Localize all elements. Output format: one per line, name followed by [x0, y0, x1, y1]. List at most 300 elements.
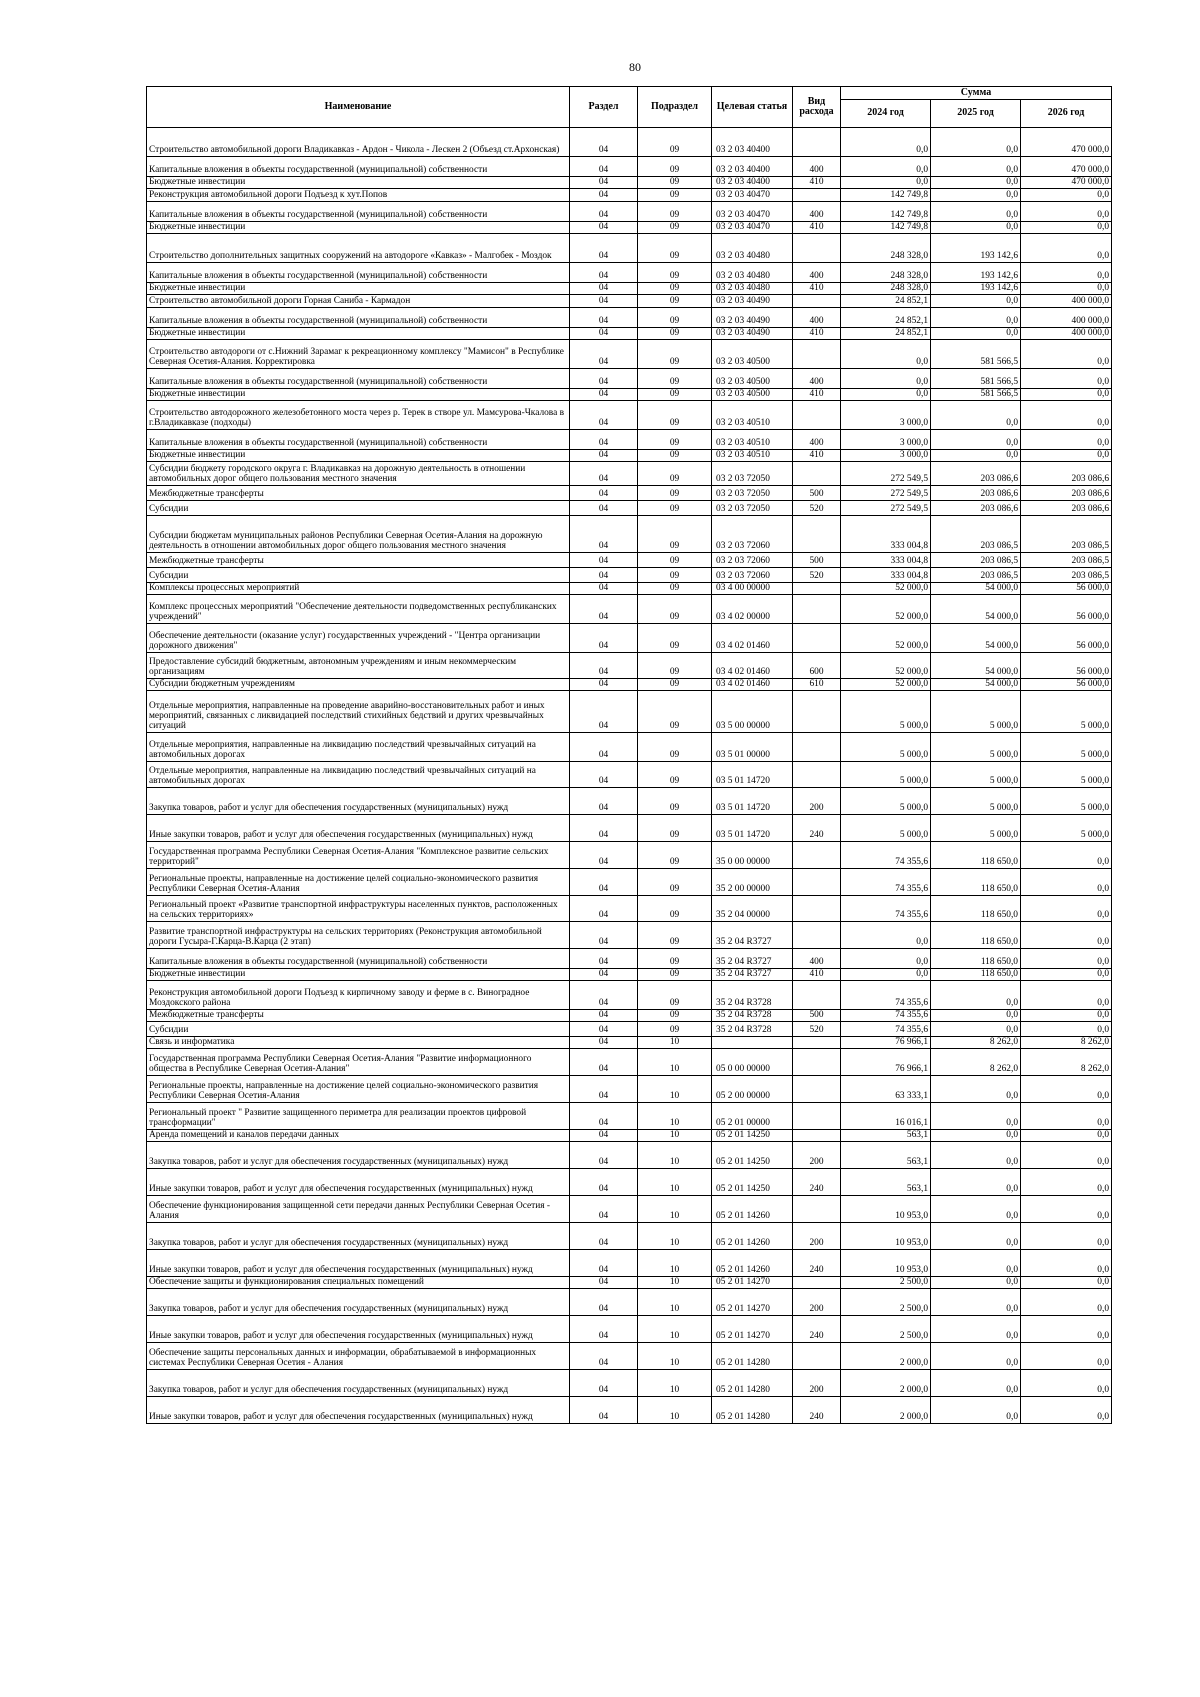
cell-expense-type: 400: [793, 157, 841, 177]
cell-subsection: 10: [638, 1196, 712, 1223]
cell-amount-2026: 5 000,0: [1021, 691, 1112, 733]
cell-name: Межбюджетные трансферты: [147, 553, 570, 568]
cell-target-code: 03 2 03 40480: [712, 234, 793, 263]
table-row: [147, 486, 1112, 501]
cell-subsection: 09: [638, 128, 712, 157]
cell-section: 04: [570, 340, 638, 369]
cell-amount-2025: 0,0: [931, 1142, 1021, 1169]
cell-section: 04: [570, 450, 638, 462]
cell-section: 04: [570, 234, 638, 263]
page-number: 80: [629, 60, 641, 74]
cell-amount-2024: 5 000,0: [841, 733, 931, 762]
cell-amount-2026: 203 086,6: [1021, 486, 1112, 501]
cell-target-code: 05 2 01 14280: [712, 1397, 793, 1424]
cell-expense-type: 410: [793, 328, 841, 340]
cell-section: 04: [570, 1142, 638, 1169]
table-row: [147, 389, 1112, 401]
cell-expense-type: [793, 1049, 841, 1076]
cell-section: 04: [570, 1370, 638, 1397]
cell-amount-2025: 5 000,0: [931, 815, 1021, 842]
cell-name: Обеспечение защиты персональных данных и информации, обрабатываемой в информационных системах Республики Северная Осетия - Алания: [147, 1343, 570, 1370]
table-row: [147, 842, 1112, 869]
table-row: [147, 450, 1112, 462]
cell-amount-2024: 52 000,0: [841, 595, 931, 624]
cell-amount-2025: 0,0: [931, 1223, 1021, 1250]
table-row: [147, 553, 1112, 568]
cell-amount-2024: 248 328,0: [841, 234, 931, 263]
cell-amount-2025: 54 000,0: [931, 595, 1021, 624]
cell-amount-2026: 0,0: [1021, 450, 1112, 462]
cell-name: Субсидии: [147, 568, 570, 583]
cell-amount-2026: 0,0: [1021, 842, 1112, 869]
cell-expense-type: [793, 516, 841, 553]
cell-amount-2024: 5 000,0: [841, 762, 931, 788]
cell-amount-2024: 0,0: [841, 922, 931, 949]
cell-section: 04: [570, 981, 638, 1010]
cell-section: 04: [570, 1250, 638, 1277]
cell-expense-type: [793, 583, 841, 595]
cell-amount-2024: 0,0: [841, 969, 931, 981]
cell-subsection: 10: [638, 1316, 712, 1343]
table-row: [147, 1037, 1112, 1049]
cell-subsection: 09: [638, 450, 712, 462]
cell-expense-type: [793, 128, 841, 157]
cell-name: Иные закупки товаров, работ и услуг для обеспечения государственных (муниципальных) нужд: [147, 1316, 570, 1343]
cell-name: Капитальные вложения в объекты государственной (муниципальной) собственности: [147, 369, 570, 389]
cell-amount-2025: 0,0: [931, 1130, 1021, 1142]
cell-name: Отдельные мероприятия, направленные на ликвидацию последствий чрезвычайных ситуаций на автомобильных дорогах: [147, 733, 570, 762]
cell-target-code: 03 4 02 01460: [712, 653, 793, 679]
cell-section: 04: [570, 896, 638, 922]
cell-section: 04: [570, 157, 638, 177]
table-row: [147, 1010, 1112, 1022]
cell-amount-2026: 0,0: [1021, 869, 1112, 896]
cell-section: 04: [570, 1343, 638, 1370]
cell-expense-type: [793, 295, 841, 308]
cell-expense-type: 200: [793, 1370, 841, 1397]
cell-amount-2026: 0,0: [1021, 389, 1112, 401]
cell-section: 04: [570, 815, 638, 842]
cell-target-code: 03 2 03 40480: [712, 263, 793, 283]
cell-amount-2024: 5 000,0: [841, 815, 931, 842]
cell-amount-2026: 5 000,0: [1021, 788, 1112, 815]
cell-amount-2026: 0,0: [1021, 1142, 1112, 1169]
cell-subsection: 09: [638, 389, 712, 401]
cell-target-code: 35 2 04 R3727: [712, 949, 793, 969]
cell-amount-2025: 0,0: [931, 1103, 1021, 1130]
cell-amount-2025: 0,0: [931, 1022, 1021, 1037]
table-row: [147, 128, 1112, 157]
cell-subsection: 09: [638, 462, 712, 486]
cell-amount-2024: 74 355,6: [841, 1010, 931, 1022]
cell-expense-type: [793, 691, 841, 733]
cell-amount-2025: 203 086,5: [931, 516, 1021, 553]
cell-target-code: 03 5 01 14720: [712, 762, 793, 788]
cell-target-code: 03 2 03 40400: [712, 128, 793, 157]
cell-target-code: 05 2 01 14250: [712, 1130, 793, 1142]
cell-expense-type: 500: [793, 553, 841, 568]
cell-amount-2025: 581 566,5: [931, 369, 1021, 389]
cell-amount-2024: 3 000,0: [841, 401, 931, 430]
cell-expense-type: 400: [793, 308, 841, 328]
cell-amount-2024: 3 000,0: [841, 450, 931, 462]
cell-subsection: 09: [638, 263, 712, 283]
cell-amount-2024: 248 328,0: [841, 283, 931, 295]
cell-subsection: 09: [638, 1022, 712, 1037]
cell-amount-2025: 54 000,0: [931, 583, 1021, 595]
cell-amount-2024: 333 004,8: [841, 516, 931, 553]
cell-target-code: 03 5 00 00000: [712, 691, 793, 733]
cell-target-code: 03 2 03 72050: [712, 462, 793, 486]
cell-section: 04: [570, 1397, 638, 1424]
cell-name: Субсидии бюджетным учреждениям: [147, 679, 570, 691]
cell-amount-2024: 3 000,0: [841, 430, 931, 450]
cell-section: 04: [570, 949, 638, 969]
cell-amount-2026: 0,0: [1021, 283, 1112, 295]
table-row: [147, 624, 1112, 653]
cell-section: 04: [570, 369, 638, 389]
cell-amount-2025: 0,0: [931, 222, 1021, 234]
cell-target-code: 03 2 03 40510: [712, 430, 793, 450]
cell-amount-2024: 63 333,1: [841, 1076, 931, 1103]
cell-amount-2025: 203 086,6: [931, 486, 1021, 501]
cell-name: Бюджетные инвестиции: [147, 177, 570, 189]
header-sum: Сумма: [841, 87, 1112, 100]
cell-amount-2026: 0,0: [1021, 949, 1112, 969]
header-expense-type: Вид расхода: [793, 87, 841, 128]
cell-section: 04: [570, 1196, 638, 1223]
cell-expense-type: [793, 462, 841, 486]
cell-subsection: 09: [638, 501, 712, 516]
cell-subsection: 09: [638, 896, 712, 922]
cell-target-code: 03 2 03 40490: [712, 295, 793, 308]
cell-section: 04: [570, 263, 638, 283]
cell-amount-2025: 0,0: [931, 1316, 1021, 1343]
cell-amount-2026: 0,0: [1021, 401, 1112, 430]
cell-subsection: 09: [638, 583, 712, 595]
cell-section: 04: [570, 128, 638, 157]
cell-subsection: 09: [638, 189, 712, 202]
cell-subsection: 09: [638, 679, 712, 691]
cell-target-code: 05 2 01 14270: [712, 1289, 793, 1316]
table-row: [147, 1076, 1112, 1103]
cell-target-code: 03 2 03 72060: [712, 516, 793, 553]
cell-subsection: 09: [638, 568, 712, 583]
cell-amount-2024: 272 549,5: [841, 486, 931, 501]
cell-amount-2024: 333 004,8: [841, 568, 931, 583]
cell-amount-2024: 272 549,5: [841, 501, 931, 516]
cell-amount-2024: 0,0: [841, 157, 931, 177]
cell-name: Субсидии: [147, 501, 570, 516]
cell-amount-2025: 118 650,0: [931, 949, 1021, 969]
cell-subsection: 09: [638, 553, 712, 568]
table-row: [147, 1277, 1112, 1289]
cell-expense-type: 520: [793, 1022, 841, 1037]
cell-section: 04: [570, 1223, 638, 1250]
cell-subsection: 09: [638, 869, 712, 896]
cell-name: Иные закупки товаров, работ и услуг для обеспечения государственных (муниципальных) нужд: [147, 1169, 570, 1196]
cell-section: 04: [570, 1037, 638, 1049]
cell-name: Межбюджетные трансферты: [147, 1010, 570, 1022]
cell-name: Развитие транспортной инфраструктуры на сельских территориях (Реконструкция автомобильной дороги Гусыра-Г.Карца-В.Карца (2 этап): [147, 922, 570, 949]
cell-amount-2026: 0,0: [1021, 189, 1112, 202]
cell-expense-type: 500: [793, 486, 841, 501]
cell-target-code: 03 2 03 40510: [712, 450, 793, 462]
cell-target-code: 05 2 01 14260: [712, 1196, 793, 1223]
cell-expense-type: 200: [793, 1289, 841, 1316]
cell-amount-2025: 5 000,0: [931, 733, 1021, 762]
cell-section: 04: [570, 1103, 638, 1130]
cell-target-code: 05 2 01 14250: [712, 1142, 793, 1169]
cell-target-code: 05 2 01 14270: [712, 1277, 793, 1289]
cell-section: 04: [570, 624, 638, 653]
cell-name: Закупка товаров, работ и услуг для обеспечения государственных (муниципальных) нужд: [147, 788, 570, 815]
cell-name: Строительство автомобильной дороги Горная Саниба - Кармадон: [147, 295, 570, 308]
cell-section: 04: [570, 568, 638, 583]
cell-amount-2025: 118 650,0: [931, 896, 1021, 922]
cell-amount-2024: 74 355,6: [841, 869, 931, 896]
cell-amount-2025: 0,0: [931, 177, 1021, 189]
cell-target-code: 03 4 02 00000: [712, 595, 793, 624]
cell-name: Связь и информатика: [147, 1037, 570, 1049]
cell-amount-2024: 52 000,0: [841, 583, 931, 595]
cell-section: 04: [570, 733, 638, 762]
cell-subsection: 09: [638, 815, 712, 842]
cell-target-code: [712, 1037, 793, 1049]
cell-expense-type: [793, 842, 841, 869]
cell-amount-2025: 0,0: [931, 202, 1021, 222]
cell-expense-type: 200: [793, 788, 841, 815]
table-row: [147, 401, 1112, 430]
cell-subsection: 09: [638, 401, 712, 430]
cell-target-code: 03 4 00 00000: [712, 583, 793, 595]
cell-amount-2026: 203 086,6: [1021, 462, 1112, 486]
cell-section: 04: [570, 691, 638, 733]
cell-amount-2026: 0,0: [1021, 1289, 1112, 1316]
cell-name: Строительство автомобильной дороги Владикавказ - Ардон - Чикола - Лескен 2 (Объезд ст.Архонская): [147, 128, 570, 157]
cell-amount-2026: 470 000,0: [1021, 177, 1112, 189]
cell-name: Межбюджетные трансферты: [147, 486, 570, 501]
cell-section: 04: [570, 328, 638, 340]
cell-name: Иные закупки товаров, работ и услуг для обеспечения государственных (муниципальных) нужд: [147, 1397, 570, 1424]
cell-section: 04: [570, 1049, 638, 1076]
cell-name: Закупка товаров, работ и услуг для обеспечения государственных (муниципальных) нужд: [147, 1142, 570, 1169]
table-row: [147, 1343, 1112, 1370]
cell-name: Иные закупки товаров, работ и услуг для обеспечения государственных (муниципальных) нужд: [147, 815, 570, 842]
cell-name: Региональный проект «Развитие транспортной инфраструктуры населенных пунктов, расположенных на сельских территориях»: [147, 896, 570, 922]
cell-amount-2026: 0,0: [1021, 1103, 1112, 1130]
cell-amount-2024: 2 500,0: [841, 1289, 931, 1316]
cell-amount-2024: 10 953,0: [841, 1250, 931, 1277]
cell-amount-2025: 203 086,6: [931, 501, 1021, 516]
table-row: [147, 263, 1112, 283]
cell-amount-2026: 0,0: [1021, 969, 1112, 981]
cell-expense-type: 410: [793, 389, 841, 401]
cell-subsection: 09: [638, 157, 712, 177]
cell-subsection: 09: [638, 328, 712, 340]
cell-expense-type: 240: [793, 815, 841, 842]
cell-amount-2025: 0,0: [931, 189, 1021, 202]
cell-amount-2026: 0,0: [1021, 234, 1112, 263]
cell-amount-2024: 142 749,8: [841, 222, 931, 234]
cell-subsection: 10: [638, 1169, 712, 1196]
cell-subsection: 09: [638, 969, 712, 981]
cell-subsection: 10: [638, 1289, 712, 1316]
cell-target-code: 03 2 03 40510: [712, 401, 793, 430]
cell-amount-2026: 0,0: [1021, 1010, 1112, 1022]
cell-amount-2025: 0,0: [931, 450, 1021, 462]
cell-amount-2025: 0,0: [931, 401, 1021, 430]
cell-amount-2026: 0,0: [1021, 1196, 1112, 1223]
cell-name: Предоставление субсидий бюджетным, автономным учреждениям и иным некоммерческим организациям: [147, 653, 570, 679]
cell-amount-2026: 203 086,6: [1021, 501, 1112, 516]
cell-amount-2024: 0,0: [841, 128, 931, 157]
table-row: [147, 189, 1112, 202]
cell-name: Субсидии бюджету городского округа г. Владикавказ на дорожную деятельность в отношении автомобильных дорог общего пользования местного значения: [147, 462, 570, 486]
cell-target-code: 05 2 00 00000: [712, 1076, 793, 1103]
table-row: [147, 1130, 1112, 1142]
cell-amount-2026: 8 262,0: [1021, 1037, 1112, 1049]
cell-amount-2024: 563,1: [841, 1142, 931, 1169]
cell-amount-2025: 54 000,0: [931, 679, 1021, 691]
cell-expense-type: [793, 1343, 841, 1370]
cell-target-code: 05 2 01 14280: [712, 1370, 793, 1397]
cell-amount-2025: 203 086,6: [931, 462, 1021, 486]
cell-amount-2026: 0,0: [1021, 1397, 1112, 1424]
table-header: [147, 87, 1112, 128]
cell-amount-2025: 0,0: [931, 1343, 1021, 1370]
table-row: [147, 1370, 1112, 1397]
cell-amount-2025: 0,0: [931, 1010, 1021, 1022]
table-row: [147, 762, 1112, 788]
cell-target-code: 35 0 00 00000: [712, 842, 793, 869]
table-body: [147, 128, 1112, 1424]
cell-name: Бюджетные инвестиции: [147, 222, 570, 234]
table-row: [147, 177, 1112, 189]
table-row: [147, 981, 1112, 1010]
table-row: [147, 1196, 1112, 1223]
cell-section: 04: [570, 295, 638, 308]
cell-section: 04: [570, 583, 638, 595]
cell-subsection: 10: [638, 1343, 712, 1370]
cell-name: Обеспечение деятельности (оказание услуг) государственных учреждений - "Центра организации дорожного движения": [147, 624, 570, 653]
cell-amount-2024: 333 004,8: [841, 553, 931, 568]
cell-section: 04: [570, 653, 638, 679]
table-row: [147, 516, 1112, 553]
cell-section: 04: [570, 462, 638, 486]
cell-expense-type: 240: [793, 1169, 841, 1196]
cell-expense-type: 200: [793, 1142, 841, 1169]
cell-section: 04: [570, 516, 638, 553]
cell-amount-2025: 581 566,5: [931, 340, 1021, 369]
cell-subsection: 09: [638, 981, 712, 1010]
cell-name: Отдельные мероприятия, направленные на ликвидацию последствий чрезвычайных ситуаций на автомобильных дорогах: [147, 762, 570, 788]
cell-subsection: 09: [638, 430, 712, 450]
cell-expense-type: 610: [793, 679, 841, 691]
cell-section: 04: [570, 202, 638, 222]
cell-amount-2025: 193 142,6: [931, 283, 1021, 295]
cell-name: Строительство дополнительных защитных сооружений на автодороге «Кавказ» - Малгобек - Моздок: [147, 234, 570, 263]
cell-subsection: 09: [638, 691, 712, 733]
cell-section: 04: [570, 401, 638, 430]
table-row: [147, 653, 1112, 679]
cell-expense-type: [793, 1130, 841, 1142]
table-row: [147, 222, 1112, 234]
cell-target-code: 05 2 01 14250: [712, 1169, 793, 1196]
cell-target-code: 03 2 03 72050: [712, 501, 793, 516]
cell-amount-2026: 56 000,0: [1021, 595, 1112, 624]
cell-amount-2026: 0,0: [1021, 1343, 1112, 1370]
table-row: [147, 308, 1112, 328]
cell-amount-2024: 10 953,0: [841, 1223, 931, 1250]
cell-amount-2026: 470 000,0: [1021, 128, 1112, 157]
cell-subsection: 09: [638, 762, 712, 788]
cell-section: 04: [570, 430, 638, 450]
cell-target-code: 03 2 03 40470: [712, 202, 793, 222]
cell-name: Закупка товаров, работ и услуг для обеспечения государственных (муниципальных) нужд: [147, 1223, 570, 1250]
cell-name: Строительство автодороги от с.Нижний Зарамаг к рекреационному комплексу "Мамисон" в Республике Северная Осетия-Алания. Корректировка: [147, 340, 570, 369]
cell-amount-2026: 0,0: [1021, 1250, 1112, 1277]
cell-expense-type: [793, 896, 841, 922]
cell-target-code: 35 2 04 00000: [712, 896, 793, 922]
table-row: [147, 1049, 1112, 1076]
table-row: [147, 1250, 1112, 1277]
header-subsection: Подраздел: [638, 87, 712, 128]
cell-amount-2026: 56 000,0: [1021, 583, 1112, 595]
cell-subsection: 09: [638, 1010, 712, 1022]
table-row: [147, 430, 1112, 450]
cell-amount-2026: 8 262,0: [1021, 1049, 1112, 1076]
cell-section: 04: [570, 222, 638, 234]
cell-amount-2026: 0,0: [1021, 369, 1112, 389]
cell-expense-type: [793, 1196, 841, 1223]
cell-expense-type: 410: [793, 222, 841, 234]
table-row: [147, 234, 1112, 263]
cell-subsection: 09: [638, 369, 712, 389]
cell-name: Капитальные вложения в объекты государственной (муниципальной) собственности: [147, 157, 570, 177]
cell-target-code: 03 2 03 40490: [712, 308, 793, 328]
cell-amount-2024: 74 355,6: [841, 842, 931, 869]
cell-name: Иные закупки товаров, работ и услуг для обеспечения государственных (муниципальных) нужд: [147, 1250, 570, 1277]
cell-amount-2025: 5 000,0: [931, 762, 1021, 788]
cell-amount-2026: 5 000,0: [1021, 815, 1112, 842]
cell-name: Региональные проекты, направленные на достижение целей социально-экономического развития Республики Северная Осетия-Алания: [147, 869, 570, 896]
cell-amount-2024: 2 000,0: [841, 1397, 931, 1424]
table-row: [147, 295, 1112, 308]
cell-target-code: 03 2 03 40500: [712, 340, 793, 369]
table-row: [147, 583, 1112, 595]
cell-amount-2026: 0,0: [1021, 1169, 1112, 1196]
cell-amount-2026: 470 000,0: [1021, 157, 1112, 177]
header-year-2024: 2024 год: [841, 100, 931, 128]
cell-expense-type: 240: [793, 1397, 841, 1424]
cell-section: 04: [570, 969, 638, 981]
cell-expense-type: 500: [793, 1010, 841, 1022]
table-row: [147, 1397, 1112, 1424]
cell-amount-2024: 24 852,1: [841, 308, 931, 328]
table-row: [147, 949, 1112, 969]
cell-amount-2025: 0,0: [931, 1289, 1021, 1316]
cell-expense-type: [793, 922, 841, 949]
cell-amount-2025: 118 650,0: [931, 922, 1021, 949]
cell-target-code: 35 2 04 R3728: [712, 981, 793, 1010]
cell-subsection: 09: [638, 295, 712, 308]
cell-amount-2026: 203 086,5: [1021, 516, 1112, 553]
cell-subsection: 10: [638, 1370, 712, 1397]
cell-amount-2025: 5 000,0: [931, 691, 1021, 733]
table-row: [147, 568, 1112, 583]
cell-amount-2024: 5 000,0: [841, 691, 931, 733]
